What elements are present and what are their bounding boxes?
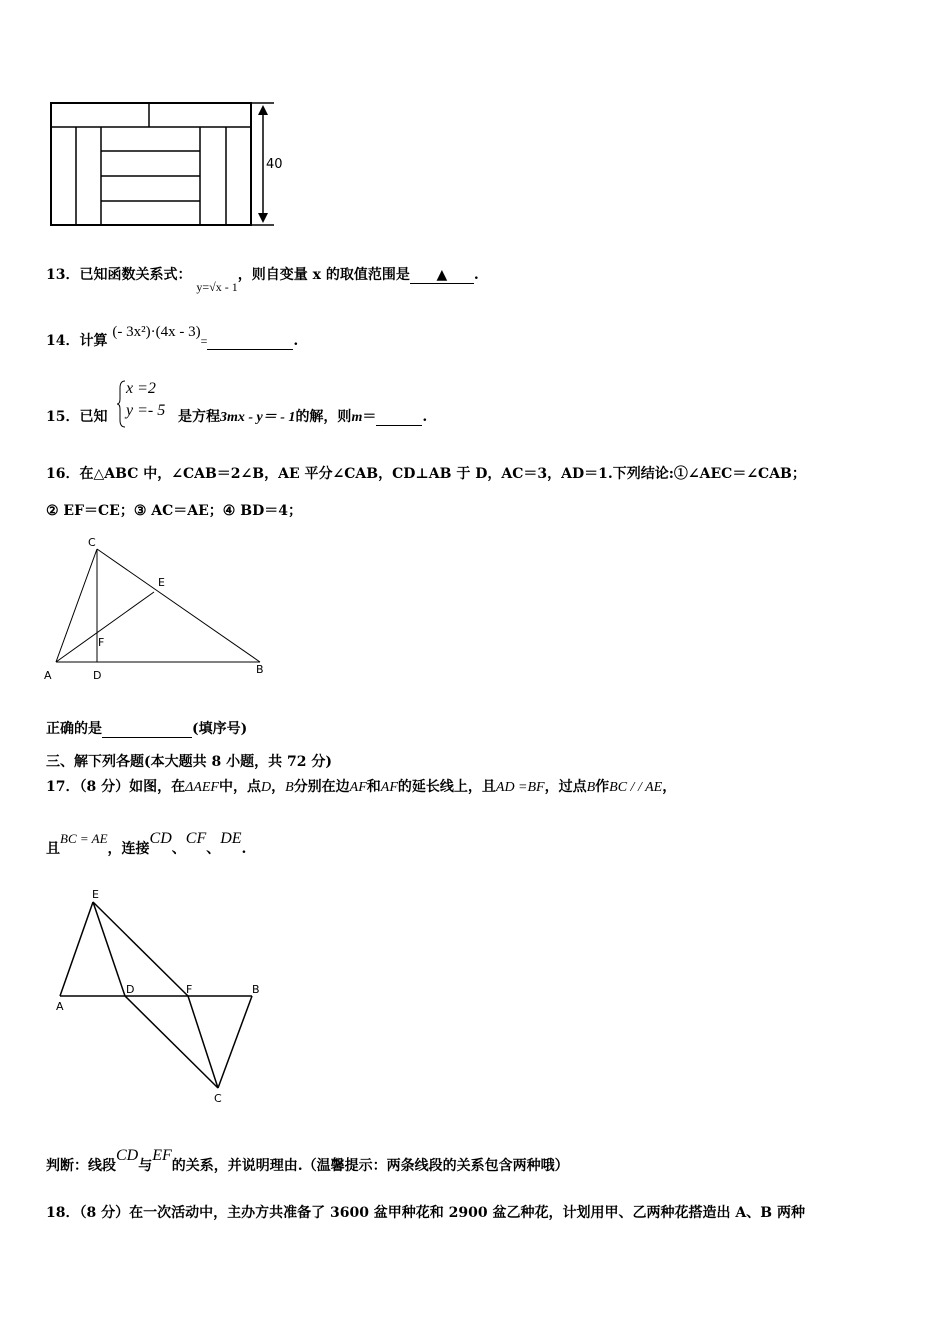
point-a-label: A (44, 669, 52, 682)
q13-formula: y=√x - 1 (196, 280, 238, 294)
question-17-judge: 判断：线段CD与EF的关系，并说明理由.（温馨提示：两条线段的关系包含两种哦） (46, 1147, 569, 1174)
q16-answer-blank[interactable] (102, 721, 192, 738)
point-e-label: E (158, 576, 165, 589)
q14-answer-blank[interactable] (207, 333, 293, 350)
q17-point-f-label: F (186, 983, 193, 996)
dimension-label: 40 (266, 157, 283, 172)
question-17-line1: 17．（8 分）如图，在ΔAEF中，点D，B分别在边AF和AF的延长线上，且AD =BF，过点B作BC / / AE， (46, 779, 677, 795)
point-c-label: C (88, 536, 96, 549)
point-f-label: F (98, 636, 105, 649)
triangle-abc-figure (40, 532, 270, 684)
question-13: 13．已知函数关系式： y=√x - 1，则自变量 x 的取值范围是 ▲ . (46, 267, 479, 294)
section-3-heading: 三、解下列各题(本大题共 8 小题，共 72 分) (46, 754, 332, 770)
q15-brace (116, 380, 126, 428)
point-d-label: D (93, 669, 102, 682)
q17-point-a-label: A (56, 1000, 64, 1013)
point-b-label: B (256, 663, 264, 676)
q14-formula: (- 3x²)·(4x - 3) (112, 324, 201, 340)
question-16-answer: 正确的是 (填序号) (46, 721, 248, 737)
tile-rectangle-figure (46, 98, 286, 230)
quadrilateral-figure (50, 884, 270, 1108)
q17-point-c-label: C (214, 1092, 222, 1105)
question-17-line2: 且BC = AE，连接CD、CF、DE. (46, 830, 247, 857)
q17-point-b-label: B (252, 983, 260, 996)
question-16-line2: ② EF＝CE；③ AC＝AE；④ BD＝4； (46, 503, 302, 519)
question-14: 14．计算 (- 3x²)·(4x - 3)= . (46, 324, 299, 349)
question-16-line1: 16．在△ABC 中，∠CAB＝2∠B，AE 平分∠CAB，CD⊥AB 于 D，AC＝3，AD＝1.下列结论:①∠AEC＝∠CAB； (46, 466, 806, 482)
q13-answer-blank[interactable]: ▲ (410, 267, 474, 284)
question-18: 18．（8 分）在一次活动中，主办方共准备了 3600 盆甲种花和 2900 盆乙种花，计划用甲、乙两种花搭造出 A、B 两种 (46, 1205, 805, 1221)
q15-answer-blank[interactable] (376, 409, 422, 426)
q17-point-d-label: D (126, 983, 135, 996)
q17-point-e-label: E (92, 888, 99, 901)
